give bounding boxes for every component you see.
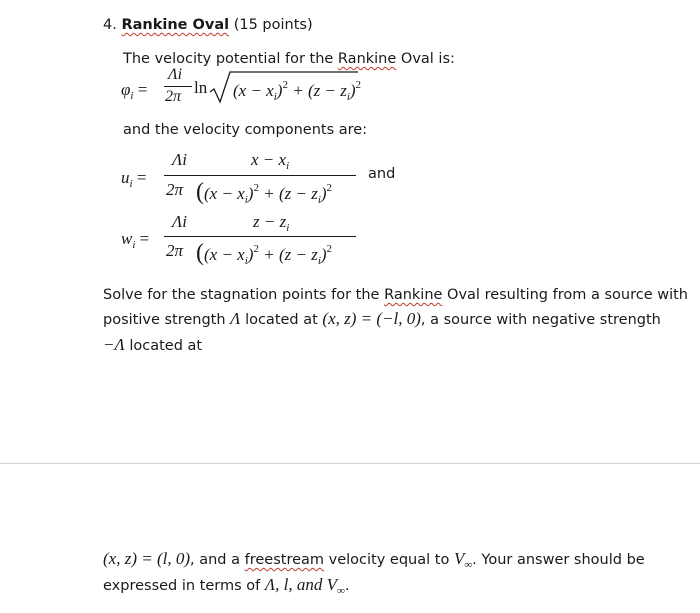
components-text: and the velocity components are: (123, 122, 368, 138)
u-lhs: $u_i$ = (121, 168, 147, 190)
w-denominator: ($(x - x_i)^2 + (z - z_i)^2$ (196, 240, 333, 267)
phi-coef-den: 2π (165, 88, 182, 105)
intro-term: Rankine (337, 51, 397, 67)
u-numerator: $x - x_i$ (251, 150, 290, 172)
question-line-2: positive strength Λ located at (x, z) = (−l, 0), a source with negative strength (103, 309, 661, 328)
problem-title (103, 17, 313, 33)
w-numerator: $z - z_i$ (253, 212, 290, 234)
problem-number: 4. (103, 17, 117, 33)
intro-before: The velocity potential for the (123, 51, 334, 67)
phi-lhs: $\varphi_i$ = (121, 80, 148, 102)
phi-coef-num: Λi (168, 66, 183, 83)
problem-title-text: Rankine Oval (121, 17, 230, 33)
u-coef-num: Λi (172, 150, 187, 169)
phi-radicand: $(x - x_i)^2 + (z - z_i)^2$ (233, 79, 362, 103)
question-line-3: −Λ located at (103, 335, 203, 354)
u-fraction-line (164, 175, 356, 176)
w-lhs: $w_i$ = (121, 229, 150, 251)
w-coef-num: Λi (172, 212, 187, 231)
phi-coef-line (164, 86, 192, 87)
phi-ln: ln (194, 78, 208, 97)
question-line-1: Solve for the stagnation points for the Rankine Oval resulting from a source with (103, 287, 688, 303)
problem-points: (15 points) (233, 17, 313, 33)
intro-after: Oval is: (400, 51, 455, 67)
answer-line-2: expressed in terms of Λ, l, and $V_\infty$. (103, 575, 350, 597)
and-text: and (368, 166, 396, 182)
u-coef-den: 2π (166, 180, 184, 199)
u-denominator: ($(x - x_i)^2 + (z - z_i)^2$ (196, 179, 333, 206)
page-divider (0, 463, 700, 464)
answer-line-1: (x, z) = (l, 0), and a freestream velocity equal to $V_\infty$. Your answer should be (103, 549, 645, 571)
w-coef-den: 2π (166, 241, 184, 260)
intro-text (123, 51, 455, 67)
w-fraction-line (164, 236, 356, 237)
